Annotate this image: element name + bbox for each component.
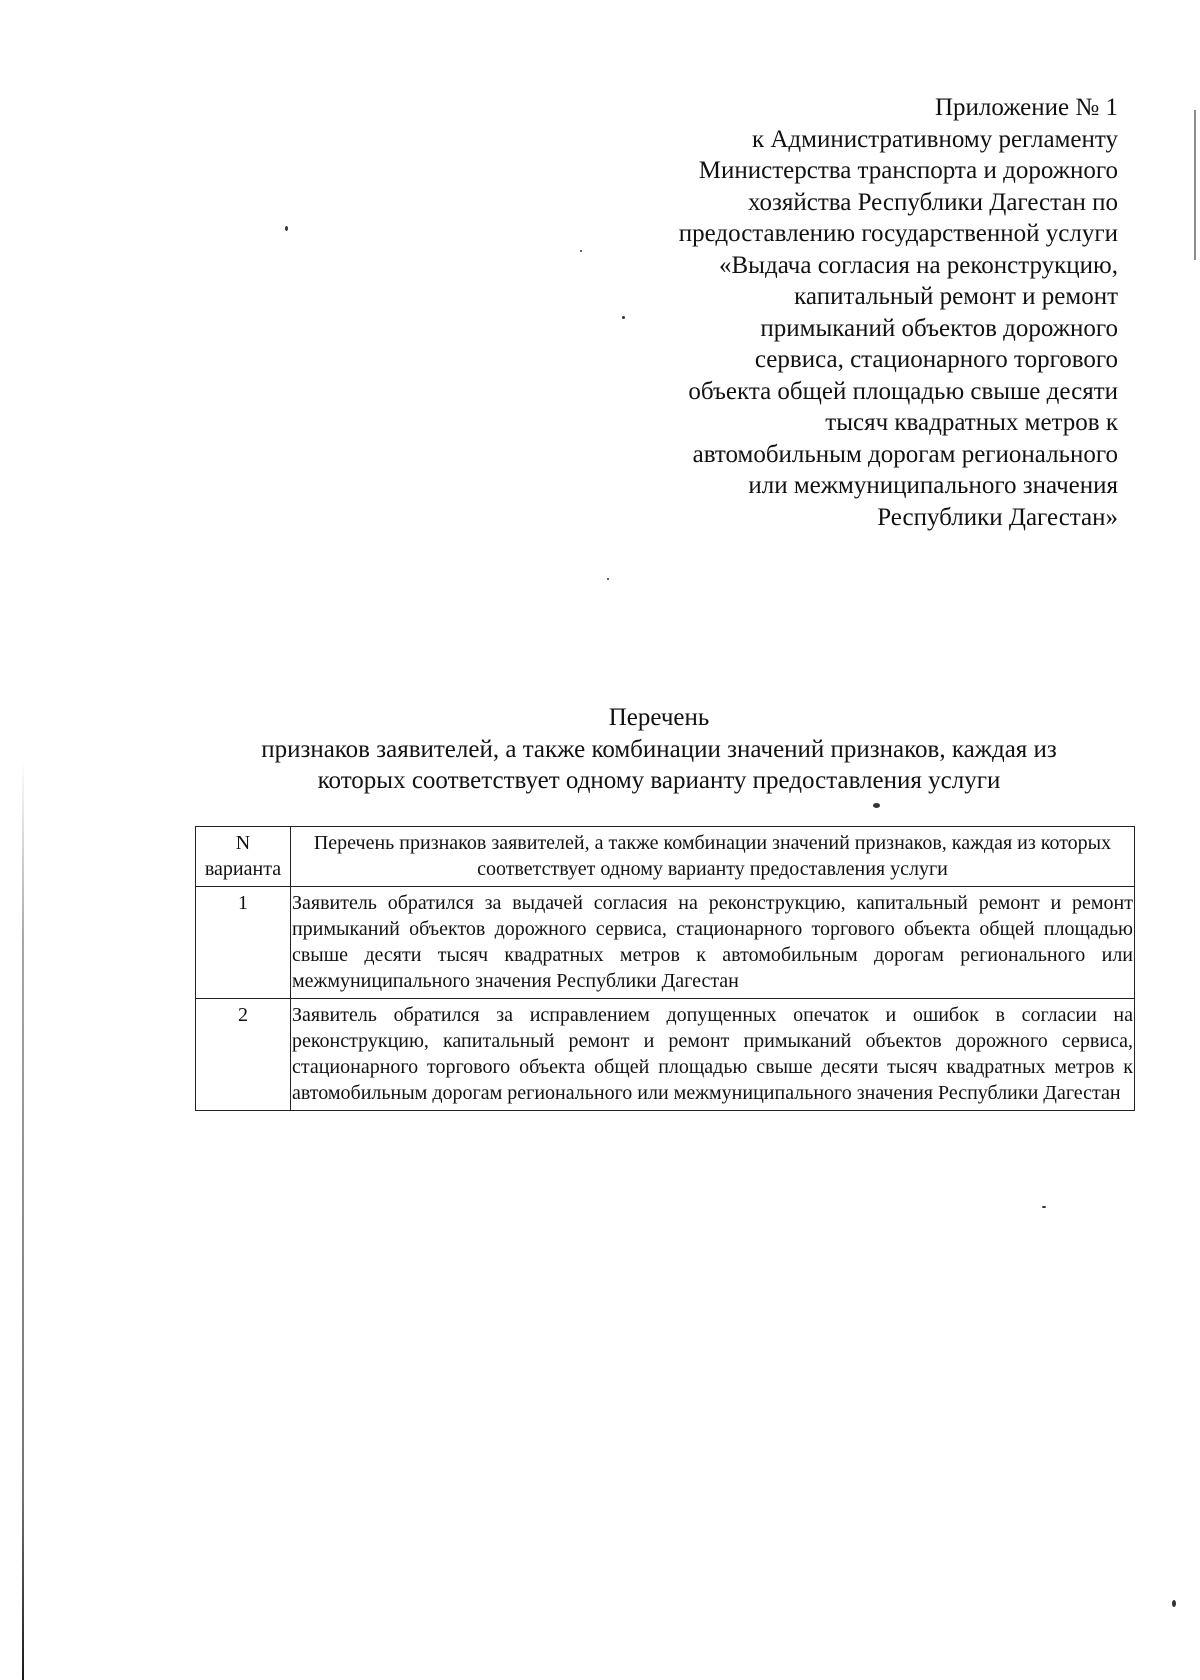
title-subtitle-line: признаков заявителей, а также комбинации значений признаков, каждая из — [261, 735, 1057, 763]
scan-speck — [580, 250, 582, 252]
table-row — [196, 999, 1135, 1111]
document-title — [190, 702, 1128, 797]
appendix-line: сервиса, стационарного торгового — [754, 346, 1118, 373]
header-cell-description: Перечень признаков заявителей, а также комбинации значений признаков, каждая из которых соответствует одному варианту предоставления услуги — [290, 827, 1134, 887]
appendix-line: или межмуниципального значения — [748, 472, 1118, 499]
appendix-line: Министерства транспорта и дорожного — [698, 157, 1118, 184]
appendix-line: тысяч квадратных метров к — [825, 409, 1118, 436]
scan-speck — [285, 226, 288, 231]
header-cell-number — [196, 827, 291, 887]
row-description-cell: Заявитель обратился за выдачей согласия на реконструкцию, капитальный ремонт и ремонт примыканий объектов дорожного сервиса, стационарного торгового объекта общей площадью свыше десяти тысяч квадратных метров к автомобильным дорогам регионального или межмуниципального значения Республики Дагестан — [290, 887, 1134, 999]
variants-table — [195, 826, 1135, 1111]
appendix-line: «Выдача согласия на реконструкцию, — [719, 251, 1118, 279]
header-number-label: N — [235, 832, 251, 854]
scan-speck — [607, 578, 609, 580]
appendix-line: предоставлению государственной услуги — [678, 220, 1118, 247]
scan-edge-right — [1194, 110, 1196, 260]
table-row — [196, 887, 1135, 999]
appendix-line: хозяйства Республики Дагестан по — [747, 188, 1118, 216]
appendix-header — [598, 92, 1118, 533]
title-subtitle-line: которых соответствует одному варианту предоставления услуги — [317, 767, 1001, 794]
appendix-line: объекта общей площадью свыше десяти — [688, 377, 1118, 405]
appendix-line: Приложение № 1 — [934, 94, 1118, 121]
header-variant-label: варианта — [204, 858, 282, 880]
scan-speck — [1042, 1206, 1046, 1208]
table-header-row — [196, 827, 1135, 887]
appendix-line: к Административному регламенту — [751, 125, 1118, 153]
appendix-line: автомобильным дорогам регионального — [692, 440, 1118, 468]
row-description-cell: Заявитель обратился за исправлением допущенных опечаток и ошибок в согласии на реконструкцию, капитальный ремонт и ремонт примыканий объектов дорожного сервиса, стационарного торгового объекта общей площадью свыше десяти тысяч квадратных метров к автомобильным дорогам регионального или межмуниципального значения Республики Дагестан — [290, 999, 1134, 1111]
appendix-line: примыканий объектов дорожного — [760, 314, 1118, 342]
scan-speck — [1172, 1600, 1176, 1607]
appendix-line: Республики Дагестан» — [877, 503, 1118, 531]
scan-edge-left — [22, 760, 24, 1680]
scan-speck — [873, 803, 880, 808]
title-heading: Перечень — [608, 704, 710, 731]
row-number-cell: 1 — [196, 887, 291, 999]
appendix-line: капитальный ремонт и ремонт — [794, 283, 1118, 310]
row-number-cell: 2 — [196, 999, 291, 1111]
